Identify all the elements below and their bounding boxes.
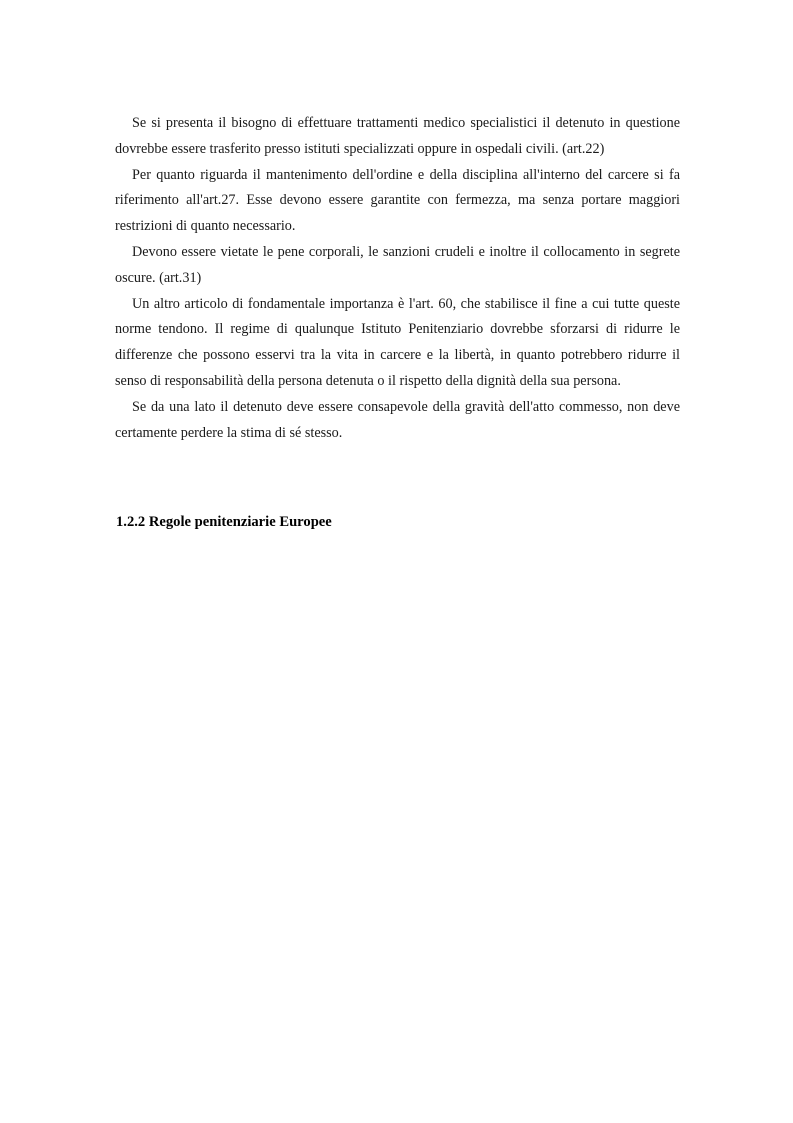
paragraph-art-31: Devono essere vietate le pene corporali, le sanzioni crudeli e inoltre il collocamento in segrete oscure. (art.31) xyxy=(115,243,680,286)
paragraph-art-60: Un altro articolo di fondamentale importanza è l'art. 60, che stabilisce il fine a cui tutte queste norme tendono. Il regime di qualunque Istituto Penitenziario dovrebbe sforzarsi di ridurre le differenze che possono esservi tra la vita in carcere e la libertà, in quanto potrebbero ridurre il senso di responsabilità della persona detenuta o il rispetto della dignità della sua persona. xyxy=(115,295,680,389)
paragraph-art-27: Per quanto riguarda il mantenimento dell'ordine e della disciplina all'interno del carcere si fa riferimento all'art.27. Esse devono essere garantite con fermezza, ma senza portare maggiori restrizioni di quanto necessario. xyxy=(115,166,680,235)
paragraph-self-esteem: Se da una lato il detenuto deve essere consapevole della gravità dell'atto commesso, non deve certamente perdere la stima di sé stesso. xyxy=(115,398,680,441)
body-text xyxy=(115,111,680,446)
section-heading: 1.2.2 Regole penitenziarie Europee xyxy=(116,514,332,530)
paragraph-art-22: Se si presenta il bisogno di effettuare trattamenti medico specialistici il detenuto in questione dovrebbe essere trasferito presso istituti specializzati oppure in ospedali civili. (art.22) xyxy=(115,115,680,157)
